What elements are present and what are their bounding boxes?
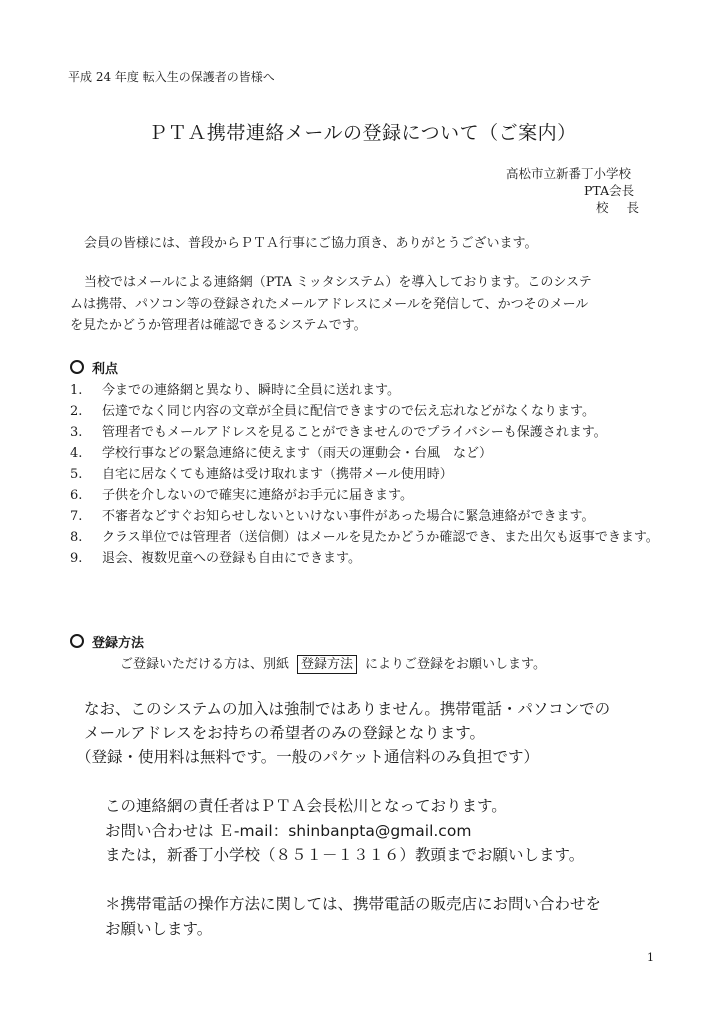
intro-line: を見たかどうか管理者は確認できるシステムです。: [70, 318, 367, 333]
list-text: 伝達でなく同じ内容の文章が全員に配信できますので伝え忘れなどがなくなります。: [102, 404, 595, 419]
list-number: 2.: [70, 404, 83, 419]
list-item: [70, 506, 660, 527]
phone-note-line: ＊携帯電話の操作方法に関しては、携帯電話の販売店にお問い合わせを: [105, 895, 602, 913]
circle-bullet-icon: [70, 634, 84, 648]
list-text: 学校行事などの緊急連絡に使えます（雨天の運動会・台風 など）: [102, 446, 493, 461]
list-text: 今までの連絡網と異なり、瞬時に全員に送れます。: [102, 383, 400, 398]
optional-notice: [76, 697, 611, 769]
registration-heading-label: 登録方法: [92, 636, 145, 651]
list-number: 4.: [70, 446, 83, 461]
intro-line: ムは携帯、パソコン等の登録されたメールアドレスにメールを発信して、かつそのメール: [70, 296, 589, 312]
page-title: ＰＴＡ携帯連絡メールの登録について（ご案内）: [148, 122, 577, 144]
registration-instructions: [120, 653, 546, 672]
intro-paragraph-1: 会員の皆様には、普段からＰＴＡ行事にご協力頂き、ありがとうございます。: [84, 236, 538, 251]
list-number: 5.: [70, 467, 83, 482]
phone-note: [105, 892, 601, 941]
benefits-heading-label: 利点: [92, 362, 119, 377]
sender-block: [506, 165, 657, 216]
sender-school: 高松市立新番丁小学校: [506, 166, 632, 181]
list-item: [70, 443, 660, 464]
phone-note-line: お願いします。: [105, 919, 213, 938]
page-number: 1: [647, 951, 654, 964]
list-item: [70, 401, 660, 422]
sender-principal: 校長: [596, 200, 658, 215]
contact-block: [105, 794, 584, 868]
list-number: 3.: [70, 425, 83, 440]
list-number: 1.: [70, 383, 83, 398]
registration-text-before: ご登録いただける方は、別紙: [120, 657, 290, 672]
list-item: [70, 548, 660, 569]
registration-heading: [70, 632, 144, 651]
addressee: 平成 24 年度 転入生の保護者の皆様へ: [68, 70, 275, 84]
list-item: [70, 485, 660, 506]
contact-line: この連絡網の責任者はＰＴＡ会長松川となっております。: [105, 797, 507, 815]
intro-paragraph-2: [70, 272, 592, 337]
list-text: 不審者などすぐお知らせしないといけない事件があった場合に緊急連絡ができます。: [102, 509, 595, 524]
contact-email-line: お問い合わせは Ｅ-mail：shinbanpta@gmail.com: [105, 821, 472, 840]
list-text: クラス単位では管理者（送信側）はメールを見たかどうか確認でき、また出欠も返事できます。: [102, 530, 659, 545]
contact-line: または，新番丁小学校（８５１－１３１６）教頭までお願いします。: [105, 846, 585, 864]
list-text: 自宅に居なくても連絡は受け取れます（携帯メール使用時）: [102, 467, 453, 482]
list-item: [70, 422, 660, 443]
intro-line: 当校ではメールによる連絡網（PTA ミッタシステム）を導入しております。このシステ: [84, 275, 592, 290]
list-number: 7.: [70, 509, 83, 524]
benefits-heading: [70, 358, 118, 377]
circle-bullet-icon: [70, 360, 84, 374]
registration-method-box: 登録方法: [297, 655, 357, 674]
notice-line: メールアドレスをお持ちの希望者のみの登録となります。: [84, 724, 485, 742]
list-number: 8.: [70, 530, 83, 545]
list-text: 子供を介しないので確実に連絡がお手元に届きます。: [102, 488, 413, 503]
list-item: [70, 527, 660, 548]
list-item: [70, 464, 660, 485]
registration-text-after: によりご登録をお願いします。: [365, 657, 546, 672]
notice-line: なお、このシステムの加入は強制ではありません。携帯電話・パソコンでの: [84, 700, 611, 718]
list-number: 9.: [70, 551, 83, 566]
benefits-list: [70, 380, 660, 569]
list-text: 退会、複数児童への登録も自由にできます。: [102, 551, 361, 566]
list-text: 管理者でもメールアドレスを見ることができませんのでプライバシーも保護されます。: [102, 425, 607, 440]
list-item: [70, 380, 660, 401]
list-number: 6.: [70, 488, 83, 503]
notice-line: （登録・使用料は無料です。一般のパケット通信料のみ負担です）: [76, 748, 539, 766]
sender-pta-chair: PTA会長: [584, 183, 635, 198]
